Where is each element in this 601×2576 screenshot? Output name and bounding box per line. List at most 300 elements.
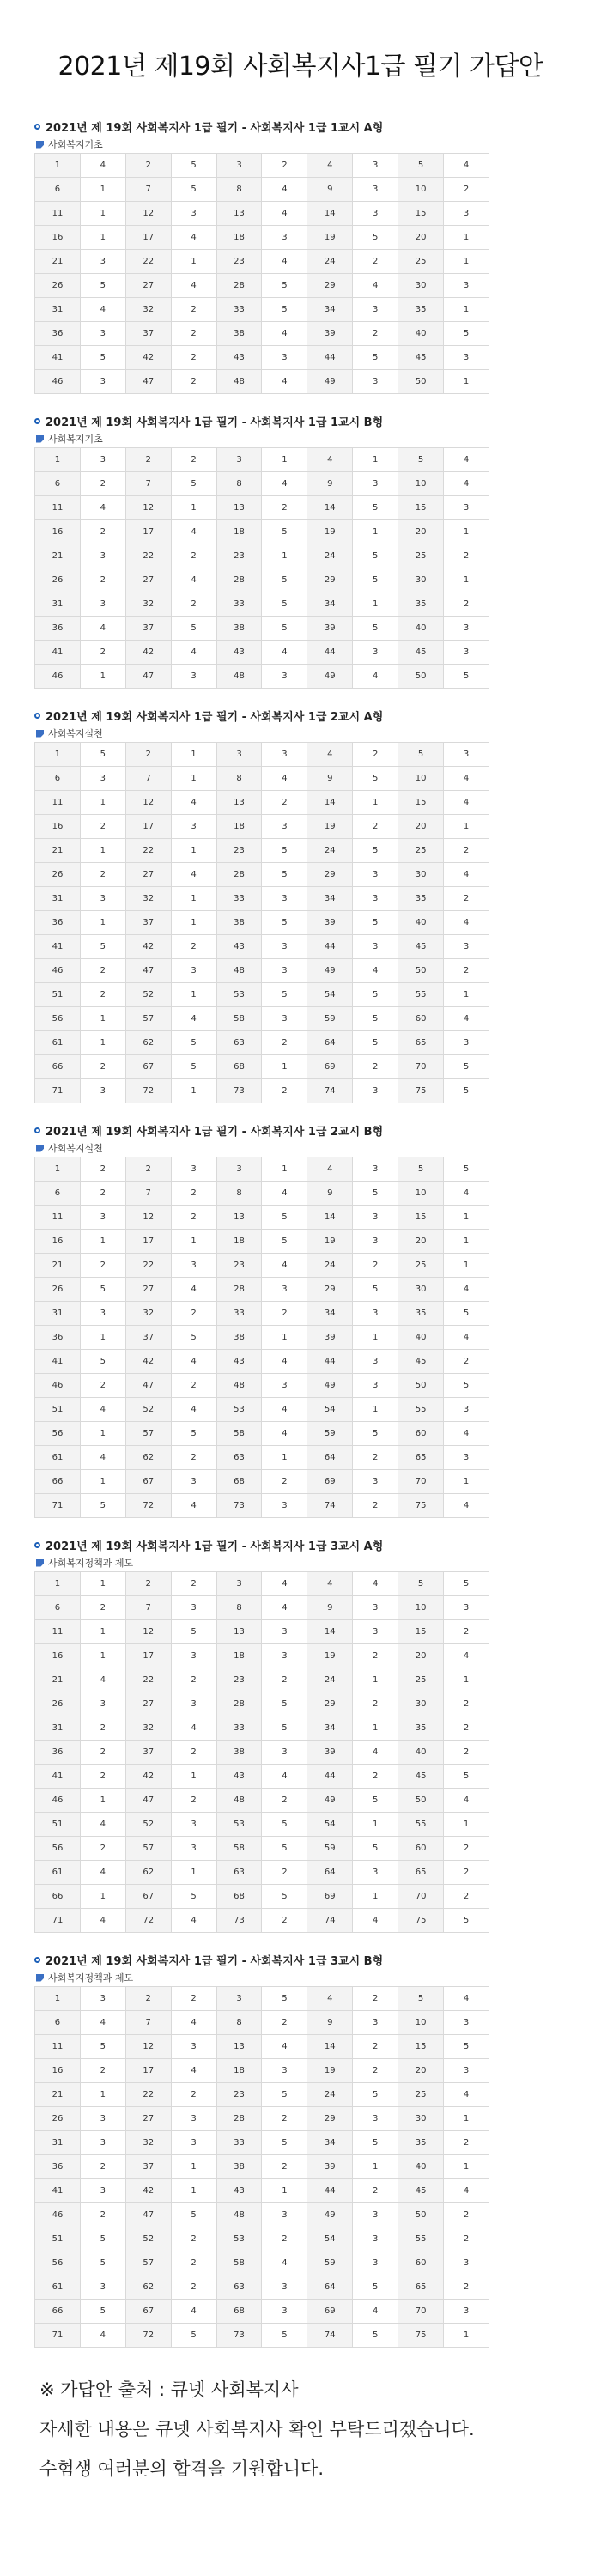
answer-cell: 2: [171, 2083, 216, 2107]
answer-cell: 2: [262, 1789, 307, 1813]
answer-cell: 1: [262, 448, 307, 472]
answer-cell: 5: [353, 1278, 398, 1302]
question-number: 7: [125, 1596, 171, 1620]
question-number: 59: [307, 1837, 353, 1861]
question-number: 2: [125, 448, 171, 472]
answer-cell: 1: [444, 1470, 489, 1494]
question-number: 71: [35, 1909, 81, 1933]
question-number: 73: [216, 1079, 262, 1103]
question-number: 10: [398, 472, 444, 496]
question-number: 2: [125, 154, 171, 178]
question-number: 19: [307, 815, 353, 839]
table-row: [35, 2035, 489, 2059]
answer-cell: 5: [171, 617, 216, 641]
answer-cell: 5: [353, 1837, 398, 1861]
answer-cell: 4: [262, 322, 307, 346]
question-number: 22: [125, 1668, 171, 1692]
answer-cell: 1: [353, 1398, 398, 1422]
answer-cell: 1: [171, 767, 216, 791]
table-row: [35, 1278, 489, 1302]
answer-section: [34, 1952, 567, 2348]
question-number: 50: [398, 665, 444, 689]
answer-cell: 3: [353, 2011, 398, 2035]
question-number: 72: [125, 1079, 171, 1103]
answer-cell: 4: [444, 863, 489, 887]
question-number: 47: [125, 2203, 171, 2227]
question-number: 1: [35, 154, 81, 178]
answer-cell: 2: [80, 959, 125, 983]
question-number: 68: [216, 1885, 262, 1909]
answer-cell: 4: [444, 791, 489, 815]
answer-cell: 4: [353, 959, 398, 983]
question-number: 8: [216, 1182, 262, 1206]
question-number: 25: [398, 250, 444, 274]
answer-cell: 4: [262, 250, 307, 274]
answer-cell: 4: [262, 1254, 307, 1278]
answer-cell: 5: [80, 935, 125, 959]
question-number: 53: [216, 2227, 262, 2251]
answer-cell: 3: [80, 544, 125, 568]
answer-cell: 1: [444, 1230, 489, 1254]
question-number: 55: [398, 2227, 444, 2251]
answer-cell: 3: [262, 2275, 307, 2300]
answer-section: [34, 708, 567, 1103]
answer-cell: 4: [262, 1422, 307, 1446]
question-number: 4: [307, 1987, 353, 2011]
question-number: 61: [35, 2275, 81, 2300]
answer-cell: 1: [262, 1326, 307, 1350]
question-number: 22: [125, 544, 171, 568]
question-number: 60: [398, 1422, 444, 1446]
bullet-icon: [34, 418, 40, 424]
answer-cell: 4: [80, 1909, 125, 1933]
question-number: 44: [307, 1765, 353, 1789]
answer-cell: 4: [171, 1007, 216, 1031]
table-row: [35, 250, 489, 274]
table-row: [35, 1789, 489, 1813]
question-number: 63: [216, 1446, 262, 1470]
question-number: 36: [35, 911, 81, 935]
question-number: 30: [398, 274, 444, 298]
answer-cell: 1: [353, 520, 398, 544]
question-number: 61: [35, 1861, 81, 1885]
answer-cell: 3: [262, 743, 307, 767]
question-number: 28: [216, 568, 262, 592]
answer-cell: 1: [80, 202, 125, 226]
question-number: 1: [35, 1987, 81, 2011]
answer-cell: 1: [262, 544, 307, 568]
answer-cell: 4: [262, 2251, 307, 2275]
question-number: 35: [398, 2131, 444, 2155]
question-number: 8: [216, 178, 262, 202]
question-number: 59: [307, 1422, 353, 1446]
answer-cell: 5: [353, 496, 398, 520]
question-number: 15: [398, 1206, 444, 1230]
table-row: [35, 641, 489, 665]
answer-cell: 3: [80, 1302, 125, 1326]
answer-cell: 3: [262, 1741, 307, 1765]
answer-cell: 2: [80, 1157, 125, 1182]
answer-cell: 2: [80, 1741, 125, 1765]
answer-cell: 2: [262, 1031, 307, 1055]
answer-cell: 3: [171, 1837, 216, 1861]
answer-cell: 4: [444, 1422, 489, 1446]
question-number: 53: [216, 1398, 262, 1422]
answer-cell: 3: [353, 1620, 398, 1644]
question-number: 40: [398, 2155, 444, 2179]
answer-cell: 2: [80, 1837, 125, 1861]
question-number: 56: [35, 2251, 81, 2275]
question-number: 26: [35, 274, 81, 298]
question-number: 17: [125, 2059, 171, 2083]
answer-cell: 5: [80, 346, 125, 370]
table-row: [35, 370, 489, 394]
question-number: 68: [216, 1055, 262, 1079]
answer-cell: 2: [171, 1374, 216, 1398]
question-number: 52: [125, 1813, 171, 1837]
table-row: [35, 1302, 489, 1326]
question-number: 30: [398, 1692, 444, 1716]
answer-cell: 2: [353, 2035, 398, 2059]
answer-cell: 5: [262, 568, 307, 592]
question-number: 4: [307, 1157, 353, 1182]
answer-cell: 5: [353, 767, 398, 791]
answer-cell: 1: [444, 298, 489, 322]
question-number: 29: [307, 1278, 353, 1302]
question-number: 43: [216, 641, 262, 665]
question-number: 46: [35, 2203, 81, 2227]
answer-cell: 2: [171, 370, 216, 394]
table-row: [35, 2131, 489, 2155]
question-number: 28: [216, 274, 262, 298]
answer-cell: 3: [444, 346, 489, 370]
question-number: 38: [216, 2155, 262, 2179]
answer-cell: 3: [353, 370, 398, 394]
answer-cell: 3: [80, 767, 125, 791]
answer-cell: 1: [171, 887, 216, 911]
answer-cell: 2: [171, 1741, 216, 1765]
answer-cell: 2: [171, 2227, 216, 2251]
answer-cell: 2: [444, 178, 489, 202]
question-number: 50: [398, 370, 444, 394]
question-number: 31: [35, 592, 81, 617]
answer-cell: 3: [262, 1278, 307, 1302]
table-row: [35, 1572, 489, 1596]
answer-cell: 5: [353, 911, 398, 935]
question-number: 36: [35, 617, 81, 641]
answer-cell: 4: [262, 2035, 307, 2059]
question-number: 57: [125, 1007, 171, 1031]
answer-cell: 4: [353, 1909, 398, 1933]
subject-icon: [36, 1974, 44, 1982]
answer-cell: 5: [444, 1909, 489, 1933]
answer-cell: 4: [262, 1765, 307, 1789]
subject-icon: [36, 435, 44, 443]
question-number: 40: [398, 617, 444, 641]
bullet-icon: [34, 1957, 40, 1963]
question-number: 32: [125, 1302, 171, 1326]
table-row: [35, 202, 489, 226]
answer-cell: 1: [80, 911, 125, 935]
bullet-icon: [34, 1542, 40, 1548]
question-number: 23: [216, 2083, 262, 2107]
answer-cell: 3: [80, 1206, 125, 1230]
question-number: 74: [307, 2324, 353, 2348]
answer-cell: 2: [444, 2275, 489, 2300]
footer: [34, 2370, 567, 2488]
answer-cell: 5: [80, 1494, 125, 1518]
section-title-text: 2021년 제 19회 사회복지사 1급 필기 - 사회복지사 1급 3교시 B형: [46, 1954, 384, 1968]
question-number: 59: [307, 1007, 353, 1031]
answer-cell: 4: [444, 1278, 489, 1302]
answer-cell: 4: [171, 791, 216, 815]
page-title: 2021년 제19회 사회복지사1급 필기 가답안: [58, 52, 543, 82]
question-number: 21: [35, 250, 81, 274]
answer-cell: 3: [353, 2203, 398, 2227]
answer-cell: 4: [80, 617, 125, 641]
answer-cell: 2: [444, 1692, 489, 1716]
question-number: 49: [307, 2203, 353, 2227]
question-number: 50: [398, 1374, 444, 1398]
question-number: 39: [307, 2155, 353, 2179]
question-number: 36: [35, 322, 81, 346]
answer-cell: 5: [353, 1031, 398, 1055]
question-number: 17: [125, 226, 171, 250]
question-number: 43: [216, 1350, 262, 1374]
answer-cell: 4: [444, 1182, 489, 1206]
answer-cell: 5: [353, 2324, 398, 2348]
question-number: 39: [307, 617, 353, 641]
answer-cell: 3: [262, 959, 307, 983]
question-number: 4: [307, 154, 353, 178]
answer-cell: 5: [171, 154, 216, 178]
question-number: 11: [35, 202, 81, 226]
question-number: 50: [398, 959, 444, 983]
table-row: [35, 1007, 489, 1031]
answer-cell: 3: [171, 1470, 216, 1494]
question-number: 12: [125, 202, 171, 226]
answer-cell: 2: [171, 1206, 216, 1230]
question-number: 21: [35, 2083, 81, 2107]
question-number: 67: [125, 1885, 171, 1909]
table-row: [35, 1741, 489, 1765]
question-number: 34: [307, 887, 353, 911]
question-number: 64: [307, 1031, 353, 1055]
answer-cell: 3: [353, 935, 398, 959]
question-number: 5: [398, 1572, 444, 1596]
answer-cell: 3: [353, 1470, 398, 1494]
question-number: 15: [398, 791, 444, 815]
table-row: [35, 839, 489, 863]
answer-cell: 3: [171, 2107, 216, 2131]
question-number: 75: [398, 1079, 444, 1103]
question-number: 42: [125, 1350, 171, 1374]
answer-cell: 3: [80, 370, 125, 394]
question-number: 6: [35, 472, 81, 496]
question-number: 13: [216, 496, 262, 520]
answer-cell: 3: [444, 2300, 489, 2324]
answer-cell: 3: [171, 1254, 216, 1278]
table-row: [35, 1079, 489, 1103]
answer-cell: 1: [80, 1422, 125, 1446]
answer-cell: 1: [80, 1789, 125, 1813]
question-number: 35: [398, 298, 444, 322]
answer-cell: 5: [262, 2324, 307, 2348]
question-number: 7: [125, 1182, 171, 1206]
question-number: 13: [216, 1620, 262, 1644]
question-number: 34: [307, 1716, 353, 1741]
question-number: 44: [307, 2179, 353, 2203]
answer-cell: 3: [80, 887, 125, 911]
answer-cell: 4: [262, 202, 307, 226]
question-number: 68: [216, 2300, 262, 2324]
question-number: 54: [307, 1398, 353, 1422]
answer-cell: 2: [262, 2107, 307, 2131]
table-row: [35, 815, 489, 839]
answer-cell: 5: [353, 1007, 398, 1031]
question-number: 40: [398, 322, 444, 346]
question-number: 61: [35, 1446, 81, 1470]
question-number: 61: [35, 1031, 81, 1055]
answer-table: [34, 447, 489, 689]
question-number: 33: [216, 298, 262, 322]
question-number: 4: [307, 448, 353, 472]
answer-cell: 3: [171, 2131, 216, 2155]
question-number: 37: [125, 2155, 171, 2179]
question-number: 45: [398, 1350, 444, 1374]
question-number: 38: [216, 1326, 262, 1350]
question-number: 9: [307, 472, 353, 496]
answer-cell: 2: [171, 2251, 216, 2275]
section-title: [34, 708, 567, 723]
answer-cell: 1: [171, 743, 216, 767]
question-number: 38: [216, 1741, 262, 1765]
question-number: 36: [35, 1741, 81, 1765]
answer-cell: 2: [262, 1909, 307, 1933]
question-number: 36: [35, 1326, 81, 1350]
answer-cell: 5: [353, 2275, 398, 2300]
answer-cell: 5: [171, 178, 216, 202]
question-number: 37: [125, 1326, 171, 1350]
answer-cell: 2: [80, 1374, 125, 1398]
question-number: 29: [307, 274, 353, 298]
answer-cell: 1: [171, 1079, 216, 1103]
answer-cell: 5: [171, 1620, 216, 1644]
question-number: 22: [125, 250, 171, 274]
table-row: [35, 887, 489, 911]
answer-cell: 5: [353, 226, 398, 250]
answer-cell: 2: [171, 1446, 216, 1470]
table-row: [35, 863, 489, 887]
question-number: 14: [307, 202, 353, 226]
question-number: 52: [125, 983, 171, 1007]
answer-cell: 1: [262, 2179, 307, 2203]
answer-cell: 3: [353, 1079, 398, 1103]
answer-cell: 5: [262, 1206, 307, 1230]
answer-cell: 2: [171, 2275, 216, 2300]
question-number: 57: [125, 2251, 171, 2275]
answer-cell: 1: [444, 2107, 489, 2131]
answer-cell: 4: [80, 1813, 125, 1837]
answer-cell: 5: [353, 617, 398, 641]
answer-cell: 5: [353, 2131, 398, 2155]
table-row: [35, 496, 489, 520]
answer-cell: 5: [171, 1422, 216, 1446]
question-number: 62: [125, 2275, 171, 2300]
answer-cell: 1: [444, 568, 489, 592]
answer-cell: 1: [80, 1644, 125, 1668]
question-number: 65: [398, 1861, 444, 1885]
answer-cell: 1: [353, 791, 398, 815]
question-number: 29: [307, 2107, 353, 2131]
answer-cell: 1: [171, 2179, 216, 2203]
answer-cell: 3: [262, 815, 307, 839]
answer-cell: 4: [262, 370, 307, 394]
answer-cell: 3: [262, 665, 307, 689]
answer-cell: 1: [353, 1885, 398, 1909]
answer-cell: 4: [80, 1398, 125, 1422]
table-row: [35, 1206, 489, 1230]
question-number: 71: [35, 1079, 81, 1103]
answer-cell: 3: [444, 1031, 489, 1055]
question-number: 3: [216, 1572, 262, 1596]
answer-cell: 1: [80, 1885, 125, 1909]
answer-cell: 5: [444, 1055, 489, 1079]
answer-cell: 5: [171, 2324, 216, 2348]
answer-cell: 5: [444, 2035, 489, 2059]
question-number: 24: [307, 1668, 353, 1692]
question-number: 3: [216, 1987, 262, 2011]
question-number: 69: [307, 1885, 353, 1909]
answer-cell: 3: [262, 1374, 307, 1398]
question-number: 34: [307, 2131, 353, 2155]
question-number: 70: [398, 1055, 444, 1079]
question-number: 55: [398, 1398, 444, 1422]
table-row: [35, 1909, 489, 1933]
answer-cell: 3: [171, 2035, 216, 2059]
answer-cell: 3: [353, 472, 398, 496]
question-number: 3: [216, 743, 262, 767]
answer-cell: 4: [80, 1861, 125, 1885]
question-number: 49: [307, 1789, 353, 1813]
answer-cell: 1: [80, 1031, 125, 1055]
question-number: 56: [35, 1007, 81, 1031]
question-number: 45: [398, 935, 444, 959]
answer-cell: 5: [80, 2227, 125, 2251]
question-number: 8: [216, 2011, 262, 2035]
question-number: 15: [398, 1620, 444, 1644]
question-number: 2: [125, 1572, 171, 1596]
answer-cell: 4: [353, 2300, 398, 2324]
answer-cell: 2: [262, 791, 307, 815]
question-number: 69: [307, 1470, 353, 1494]
subject-icon: [36, 141, 44, 149]
answer-cell: 1: [171, 911, 216, 935]
answer-cell: 1: [80, 791, 125, 815]
question-number: 73: [216, 1909, 262, 1933]
question-number: 49: [307, 1374, 353, 1398]
question-number: 18: [216, 1644, 262, 1668]
question-number: 56: [35, 1422, 81, 1446]
answer-cell: 2: [353, 743, 398, 767]
answer-cell: 3: [80, 1079, 125, 1103]
table-row: [35, 154, 489, 178]
answer-cell: 5: [80, 2035, 125, 2059]
answer-cell: 1: [353, 1326, 398, 1350]
question-number: 50: [398, 1789, 444, 1813]
answer-cell: 3: [262, 1620, 307, 1644]
table-row: [35, 346, 489, 370]
